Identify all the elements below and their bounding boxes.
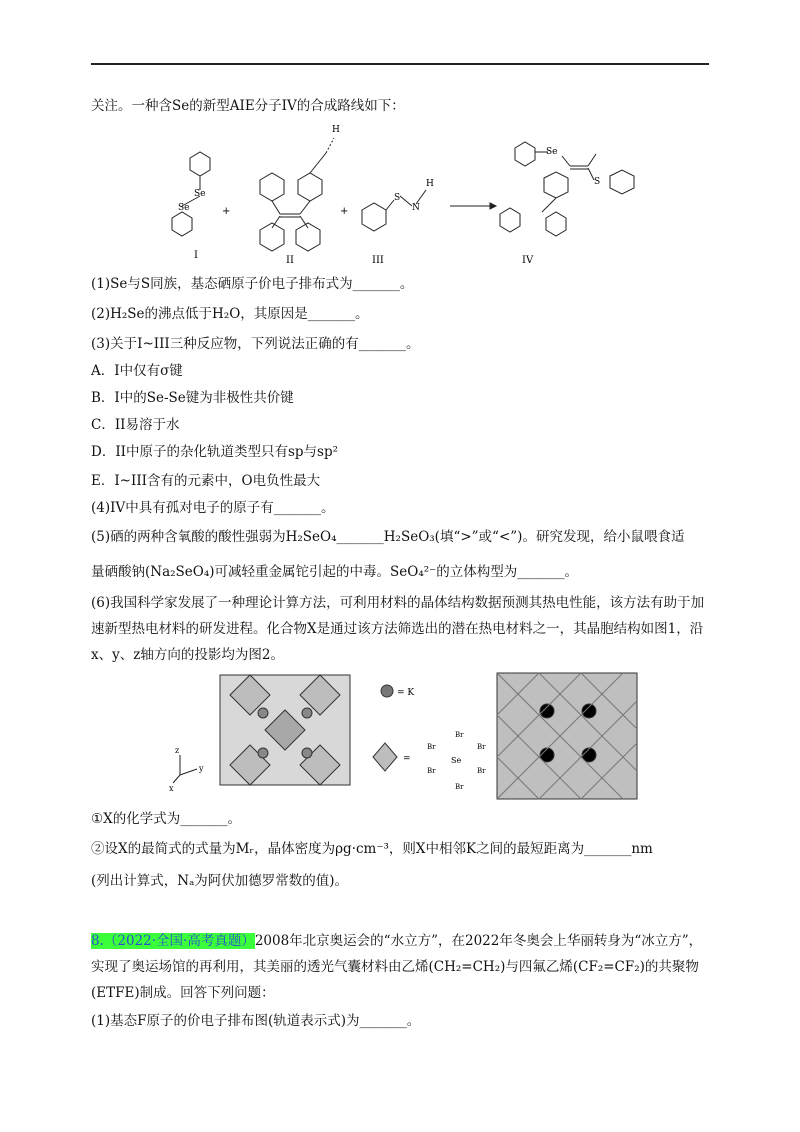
sub-question-2: ②设X的最简式的式量为Mᵣ，晶体密度为ρg·cm⁻³，则X中相邻K之间的最短距离为_______nm <box>91 841 653 857</box>
br-label: Br <box>455 783 464 791</box>
question-5b: 量硒酸钠(Na₂SeO₄)可减轻重金属铊引起的中毒。SeO₄²⁻的立体构型为_______。 <box>91 564 579 580</box>
plus-sign: + <box>222 206 231 217</box>
option-e: E．I~III含有的元素中，O电负性最大 <box>91 473 321 489</box>
axis-y: y <box>199 764 204 773</box>
option-b: B．I中的Se-Se键为非极性共价键 <box>91 390 294 406</box>
legend-equals: = <box>403 754 411 764</box>
se-atom: Se <box>546 147 558 157</box>
h-atom: H <box>332 125 340 135</box>
option-c: C．II易溶于水 <box>91 417 180 433</box>
benzene-ring <box>298 173 322 201</box>
question-6: (6)我国科学家发展了一种理论计算方法，可利用材料的晶体结构数据预测其热电性能，该方法有助于加速新型热电材料的研发进程。化合物X是通过该方法筛选出的潜在热电材料之一，其晶胞结构如图1，沿x、y、z轴方向的投影均为图2。 <box>91 595 705 663</box>
option-d: D．II中原子的杂化轨道类型只有sp与sp² <box>91 444 339 460</box>
label-I: I <box>194 250 198 261</box>
s-atom: S <box>594 177 601 187</box>
benzene-ring <box>172 212 192 236</box>
label-III: III <box>372 255 384 266</box>
br-label: Br <box>427 743 436 751</box>
benzene-ring <box>362 203 386 231</box>
question-1: (1)Se与S同族，基态硒原子价电子排布式为_______。 <box>91 276 414 292</box>
sub-question-2-note: (列出计算式，Nₐ为阿伏加德罗常数的值)。 <box>91 873 349 889</box>
option-a: A．I中仅有σ键 <box>91 363 183 379</box>
label-IV: IV <box>522 255 534 266</box>
se-center: Se <box>451 756 462 765</box>
benzene-ring <box>515 142 535 166</box>
sub-question-1: ①X的化学式为_______。 <box>91 811 241 827</box>
br-label: Br <box>477 767 486 775</box>
axis-z: z <box>175 746 180 755</box>
label-II: II <box>286 255 294 266</box>
n-atom: N <box>412 203 420 213</box>
plus-sign: + <box>340 206 349 217</box>
intro-text: 关注。一种含Se的新型AIE分子IV的合成路线如下： <box>91 98 405 114</box>
axis-x: x <box>169 784 174 793</box>
synthesis-scheme <box>150 118 650 268</box>
benzene-ring <box>546 212 566 236</box>
se-atom: Se <box>194 189 206 199</box>
h-atom: H <box>426 179 434 189</box>
k-legend-ball <box>381 685 393 697</box>
octahedron-legend <box>373 743 397 771</box>
question-2: (2)H₂Se的沸点低于H₂O，其原因是_______。 <box>91 306 369 322</box>
question-5a: (5)硒的两种含氧酸的酸性强弱为H₂SeO₄_______H₂SeO₃(填“>”或“<”)。研究发现，给小鼠喂食适 <box>91 529 685 545</box>
question-4: (4)IV中具有孤对电子的原子有_______。 <box>91 500 335 516</box>
question-8-text: 2008年北京奥运会的“水立方”，在2022年冬奥会上华丽转身为“冰立方”，实现了奥运场馆的再利用，其美丽的透光气囊材料由乙烯(CH₂=CH₂)与四氟乙烯(CF₂=CF₂)的共聚物(ETFE)制成。回答下列问题： <box>91 933 703 1001</box>
se-atom: Se <box>178 203 190 213</box>
br-label: Br <box>477 743 486 751</box>
source-tag: 8.（2022·全国·高考真题） <box>91 933 255 949</box>
br-label: Br <box>427 767 436 775</box>
crystal-figure <box>165 665 645 805</box>
benzene-ring <box>190 152 210 176</box>
s-atom: S <box>394 193 401 203</box>
benzene-ring <box>500 208 520 232</box>
benzene-ring <box>544 172 568 198</box>
header-rule <box>91 63 709 65</box>
benzene-ring <box>260 173 284 201</box>
question-8-1: (1)基态F原子的价电子排布图(轨道表示式)为_______。 <box>91 1013 421 1029</box>
legend-k: = K <box>397 688 415 698</box>
question-8 <box>91 928 711 1006</box>
br-label: Br <box>455 731 464 739</box>
question-3: (3)关于I~III三种反应物，下列说法正确的有_______。 <box>91 336 420 352</box>
benzene-ring <box>610 170 634 194</box>
